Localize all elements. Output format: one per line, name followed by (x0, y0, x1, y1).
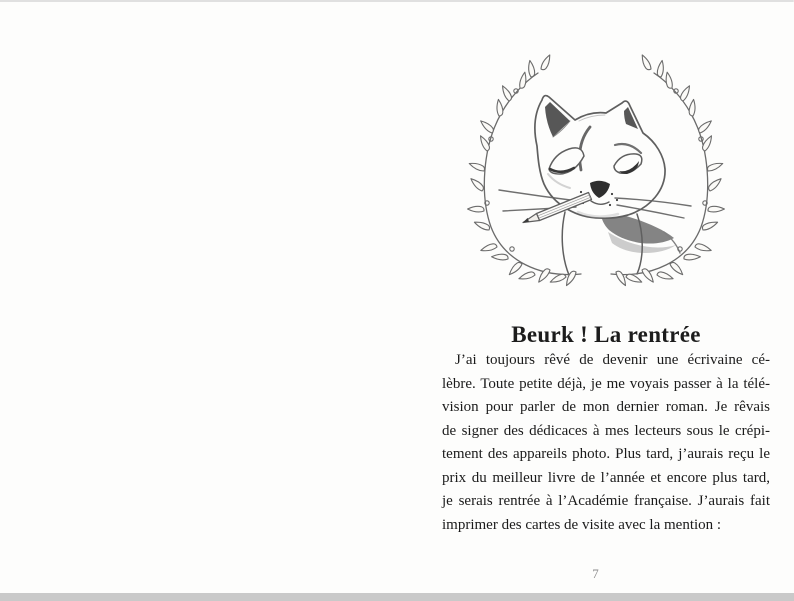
paragraph-line: de signer des dédicaces à mes lecteurs sous le crépi- (442, 422, 770, 439)
book-page-right (397, 2, 794, 593)
body-paragraph (442, 349, 770, 537)
cat-laurel-illustration (478, 62, 714, 290)
paragraph-line: J’ai toujours rêvé de devenir une écrivaine cé- (455, 352, 770, 368)
chapter-title: Beurk ! La rentrée (511, 322, 701, 348)
paragraph-line: lèbre. Toute petite déjà, je me voyais passer à la télé- (442, 375, 770, 392)
page-number: 7 (592, 566, 599, 581)
paragraph-line: je serais rentrée à l’Académie française. J’aurais fait (442, 493, 770, 509)
paragraph-line: tement des appareils photo. Plus tard, j’aurais reçu le (442, 446, 770, 462)
paragraph-line: prix du meilleur livre de l’année et encore plus tard, (442, 469, 770, 486)
paragraph-line: vision pour parler de mon dernier roman. Je rêvais (442, 399, 770, 415)
paragraph-line: imprimer des cartes de visite avec la mention : (442, 516, 722, 533)
window-bottom-edge (0, 593, 794, 601)
cat-face-drawing (499, 96, 691, 275)
book-page-left-blank (0, 2, 397, 593)
